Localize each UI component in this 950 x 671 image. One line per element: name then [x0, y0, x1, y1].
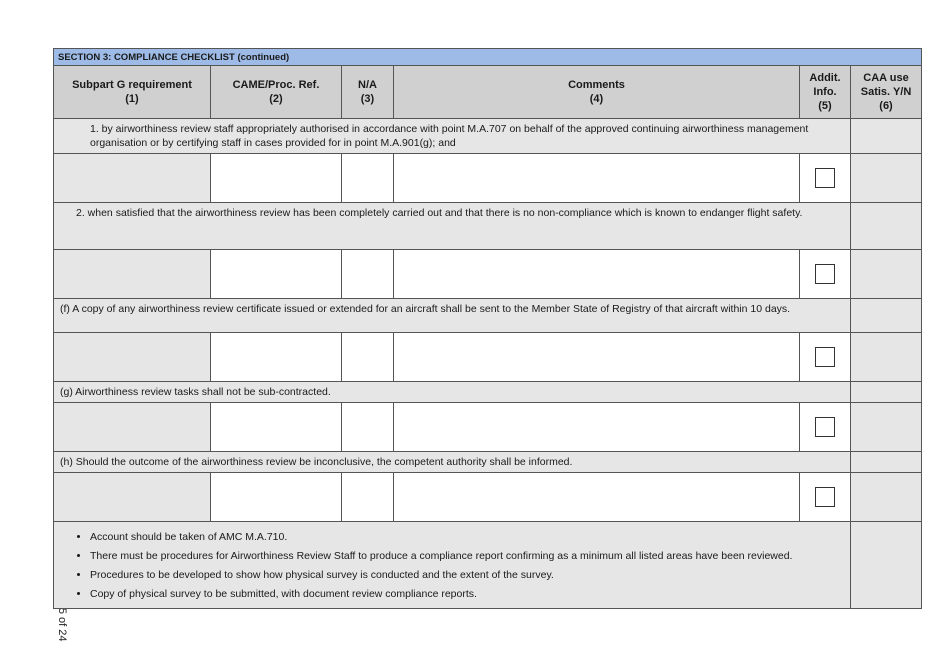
came-ref-field[interactable]	[211, 154, 342, 203]
requirement-spacer	[54, 250, 211, 299]
requirement-row	[54, 382, 922, 403]
addit-info-checkbox[interactable]	[815, 264, 835, 284]
requirement-row	[54, 452, 922, 473]
addit-info-cell	[800, 154, 851, 203]
note-item: • There must be procedures for Airworthiness Review Staff to produce a compliance report confirming as a minimum all listed areas have been reviewed.	[90, 547, 844, 566]
came-ref-field[interactable]	[211, 250, 342, 299]
addit-info-checkbox[interactable]	[815, 168, 835, 188]
requirement-text: (f) A copy of any airworthiness review certificate issued or extended for an aircraft shall be sent to the Member State of Registry of that aircraft within 10 days.	[54, 299, 851, 333]
entry-row	[54, 403, 922, 452]
col-header-na: N/A (3)	[342, 66, 394, 119]
caa-satis-cell[interactable]	[851, 452, 922, 473]
requirement-text: (h) Should the outcome of the airworthiness review be inconclusive, the competent authority shall be informed.	[54, 452, 851, 473]
na-field[interactable]	[342, 250, 394, 299]
entry-row	[54, 154, 922, 203]
note-item: • Procedures to be developed to show how physical survey is conducted and the extent of the survey.	[90, 566, 844, 585]
comments-field[interactable]	[394, 473, 800, 522]
requirement-spacer	[54, 473, 211, 522]
comments-field[interactable]	[394, 403, 800, 452]
addit-info-checkbox[interactable]	[815, 417, 835, 437]
note-item: • Copy of physical survey to be submitted, with document review compliance reports.	[90, 585, 844, 604]
col-header-comments: Comments (4)	[394, 66, 800, 119]
requirement-spacer	[54, 403, 211, 452]
addit-info-cell	[800, 333, 851, 382]
caa-satis-cell[interactable]	[851, 473, 922, 522]
entry-row	[54, 250, 922, 299]
compliance-checklist-table	[53, 48, 922, 609]
col-header-requirement: Subpart G requirement (1)	[54, 66, 211, 119]
na-field[interactable]	[342, 333, 394, 382]
requirement-spacer	[54, 333, 211, 382]
caa-satis-cell[interactable]	[851, 403, 922, 452]
comments-field[interactable]	[394, 250, 800, 299]
requirement-row	[54, 299, 922, 333]
came-ref-field[interactable]	[211, 473, 342, 522]
caa-satis-cell[interactable]	[851, 203, 922, 250]
addit-info-cell	[800, 250, 851, 299]
note-item: • Account should be taken of AMC M.A.710.	[90, 528, 844, 547]
addit-info-checkbox[interactable]	[815, 347, 835, 367]
requirement-row	[54, 203, 922, 250]
caa-satis-cell[interactable]	[851, 154, 922, 203]
came-ref-field[interactable]	[211, 333, 342, 382]
requirement-text: (g) Airworthiness review tasks shall not be sub-contracted.	[54, 382, 851, 403]
comments-field[interactable]	[394, 154, 800, 203]
col-header-came-ref: CAME/Proc. Ref. (2)	[211, 66, 342, 119]
guidance-notes-row	[54, 522, 922, 609]
caa-satis-cell[interactable]	[851, 382, 922, 403]
col-header-caa-use: CAA use Satis. Y/N (6)	[851, 66, 922, 119]
caa-satis-cell[interactable]	[851, 119, 922, 154]
caa-satis-cell[interactable]	[851, 250, 922, 299]
section-title: SECTION 3: COMPLIANCE CHECKLIST (continued)	[54, 49, 922, 66]
caa-satis-cell[interactable]	[851, 299, 922, 333]
col-header-addit-info: Addit. Info. (5)	[800, 66, 851, 119]
requirement-text: 2. when satisfied that the airworthiness review has been completely carried out and that there is no non-compliance which is known to endanger flight safety.	[54, 203, 851, 250]
na-field[interactable]	[342, 473, 394, 522]
entry-row	[54, 473, 922, 522]
requirement-row	[54, 119, 922, 154]
comments-field[interactable]	[394, 333, 800, 382]
addit-info-checkbox[interactable]	[815, 487, 835, 507]
came-ref-field[interactable]	[211, 403, 342, 452]
addit-info-cell	[800, 403, 851, 452]
na-field[interactable]	[342, 154, 394, 203]
na-field[interactable]	[342, 403, 394, 452]
guidance-notes	[54, 522, 851, 609]
addit-info-cell	[800, 473, 851, 522]
section-header-row	[54, 49, 922, 66]
caa-satis-cell[interactable]	[851, 522, 922, 609]
entry-row	[54, 333, 922, 382]
requirement-text: 1. by airworthiness review staff appropriately authorised in accordance with point M.A.707 on behalf of the approved continuing airworthiness management organisation or by certifying staff in cases provided for in point M.A.901(g); and	[54, 119, 851, 154]
requirement-spacer	[54, 154, 211, 203]
column-header-row	[54, 66, 922, 119]
caa-satis-cell[interactable]	[851, 333, 922, 382]
